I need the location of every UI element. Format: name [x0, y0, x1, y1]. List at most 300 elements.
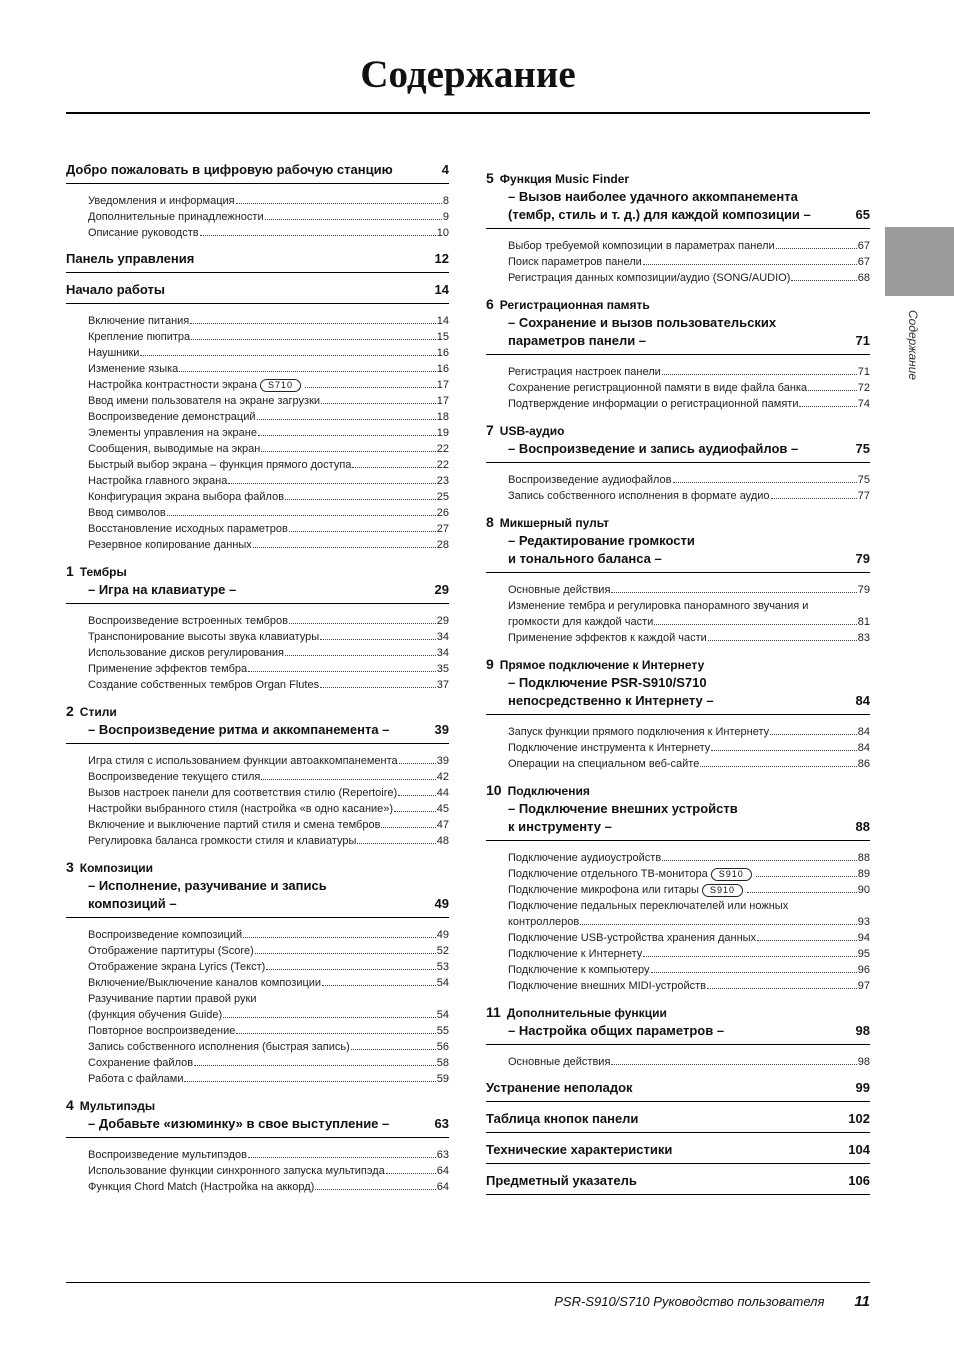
toc-chapter-11[interactable]: [486, 1004, 870, 1045]
chapter-name: Подключения: [507, 784, 590, 798]
entry-title: Включение и выключение партий стиля и смена тембров: [88, 819, 381, 831]
entry-page: 14: [436, 315, 449, 327]
footer-manual-title: PSR-S910/S710 Руководство пользователя: [554, 1294, 825, 1309]
entry-page: 19: [436, 427, 449, 439]
entry-page: 90: [857, 884, 870, 896]
entry-title: Операции на специальном веб-сайте: [508, 758, 700, 770]
dot-leader: [265, 219, 442, 220]
entry-title: Подключение к компьютеру: [508, 964, 650, 976]
chapter-page: 49: [434, 896, 449, 911]
chapter-heading: [66, 563, 449, 581]
section-page: 106: [848, 1173, 870, 1188]
toc-entry[interactable]: [88, 817, 449, 833]
toc-entry[interactable]: [508, 396, 870, 412]
chapter-page: 75: [855, 441, 870, 456]
entry-title: Запись собственного исполнения в формате аудио: [508, 490, 770, 502]
chapter-name: USB-аудио: [499, 424, 565, 438]
entry-title: Описание руководств: [88, 227, 199, 239]
toc-chapter-2[interactable]: [66, 703, 449, 744]
entry-page: 67: [857, 240, 870, 252]
entry-page: 96: [857, 964, 870, 976]
dot-leader: [662, 860, 857, 861]
chapter-heading: [66, 1097, 449, 1115]
chapter-page: 71: [855, 333, 870, 348]
entry-page: 9: [442, 211, 449, 223]
entry-title: Уведомления и информация: [88, 195, 235, 207]
dot-leader: [179, 371, 435, 372]
toc-entry-list: [486, 724, 870, 772]
dot-leader: [257, 419, 436, 420]
dot-leader: [771, 498, 857, 499]
entry-page: 59: [436, 1073, 449, 1085]
dot-leader: [747, 892, 857, 893]
entry-title: Воспроизведение демонстраций: [88, 411, 256, 423]
dot-leader: [757, 940, 857, 941]
chapter-number: 2: [66, 703, 74, 719]
toc-entry-list: [486, 1054, 870, 1070]
entry-title: Элементы управления на экране: [88, 427, 257, 439]
dot-leader: [167, 515, 436, 516]
chapter-subtitle: композиций –: [88, 896, 177, 911]
entry-page: 97: [857, 980, 870, 992]
toc-left-column: [66, 162, 449, 1205]
chapter-subtitle: и тонального баланса –: [508, 551, 662, 566]
entry-page: 35: [436, 663, 449, 675]
entry-title: Настройка контрастности экрана: [88, 379, 257, 391]
toc-entry[interactable]: [508, 930, 870, 946]
dot-leader: [255, 953, 436, 954]
entry-title: Воспроизведение мультипэдов: [88, 1149, 247, 1161]
chapter-subtitle-line: [486, 800, 870, 818]
chapter-heading: [66, 859, 449, 877]
dot-leader: [662, 374, 857, 375]
toc-entry[interactable]: [508, 488, 870, 504]
chapter-subtitle-line: [66, 581, 449, 599]
toc-entry[interactable]: [508, 270, 870, 286]
entry-title: Подключение внешних MIDI-устройств: [508, 980, 706, 992]
section-page: 104: [848, 1142, 870, 1157]
dot-leader: [223, 1017, 436, 1018]
entry-title: громкости для каждой части: [508, 616, 654, 628]
chapter-subtitle: – Добавьте «изюминку» в свое выступление –: [88, 1116, 390, 1131]
chapter-subtitle-line: [486, 550, 870, 568]
entry-title: Применение эффектов тембра: [88, 663, 248, 675]
dot-leader: [399, 763, 436, 764]
entry-page: 54: [436, 1009, 449, 1021]
chapter-subtitle-line: [486, 188, 870, 206]
entry-title: Отображение экрана Lyrics (Текст): [88, 961, 266, 973]
entry-title: Поиск параметров панели: [508, 256, 642, 268]
chapter-subtitle: – Вызов наиболее удачного аккомпанемента: [508, 189, 798, 204]
section-title: Добро пожаловать в цифровую рабочую станцию: [66, 162, 393, 177]
toc-entry[interactable]: [88, 1023, 449, 1039]
toc-entry-list: [66, 613, 449, 693]
entry-title: Выбор требуемой композиции в параметрах панели: [508, 240, 775, 252]
toc-entry[interactable]: [88, 645, 449, 661]
entry-page: 84: [857, 726, 870, 738]
dot-leader: [320, 687, 436, 688]
section-tab-label: Содержание: [906, 310, 920, 381]
dot-leader: [253, 547, 436, 548]
toc-entry[interactable]: [88, 313, 449, 329]
toc-entry[interactable]: [88, 473, 449, 489]
dot-leader: [289, 531, 436, 532]
entry-page: 34: [436, 647, 449, 659]
entry-title: Транспонирование высоты звука клавиатуры: [88, 631, 320, 643]
toc-entry[interactable]: [88, 959, 449, 975]
toc-entry[interactable]: [508, 850, 870, 866]
entry-title: Включение/Выключение каналов композиции: [88, 977, 322, 989]
dot-leader: [261, 451, 435, 452]
dot-leader: [140, 355, 435, 356]
toc-chapter-10[interactable]: [486, 782, 870, 841]
entry-title: Регистрация настроек панели: [508, 366, 661, 378]
toc-section-link[interactable]: [66, 162, 449, 184]
toc-entry[interactable]: [508, 962, 870, 978]
toc-entry-list: [66, 313, 449, 553]
entry-page: 68: [857, 272, 870, 284]
chapter-name: Дополнительные функции: [506, 1006, 667, 1020]
entry-title: Подключение педальных переключателей или ножных: [508, 900, 789, 912]
entry-page: 10: [436, 227, 449, 239]
dot-leader: [228, 483, 435, 484]
section-title: Панель управления: [66, 251, 195, 266]
toc-entry[interactable]: [508, 472, 870, 488]
entry-page: 77: [857, 490, 870, 502]
toc-chapter-4[interactable]: [66, 1097, 449, 1138]
chapter-name: Микшерный пульт: [499, 516, 609, 530]
dot-leader: [357, 843, 435, 844]
chapter-subtitle: к инструменту –: [508, 819, 612, 834]
toc-entry-list: [486, 582, 870, 646]
entry-page: 44: [436, 787, 449, 799]
dot-leader: [611, 592, 856, 593]
dot-leader: [285, 499, 436, 500]
entry-page: 23: [436, 475, 449, 487]
section-title: Предметный указатель: [486, 1173, 637, 1188]
dot-leader: [756, 876, 857, 877]
entry-title: Применение эффектов к каждой части: [508, 632, 707, 644]
entry-page: 8: [442, 195, 449, 207]
toc-entry[interactable]: [88, 1071, 449, 1087]
toc-entry[interactable]: [508, 582, 870, 598]
chapter-heading: [486, 782, 870, 800]
entry-page: 34: [436, 631, 449, 643]
toc-entry[interactable]: [88, 927, 449, 943]
toc-entry[interactable]: [88, 489, 449, 505]
toc-entry[interactable]: [88, 769, 449, 785]
toc-section-link[interactable]: [66, 282, 449, 304]
entry-page: 89: [857, 868, 870, 880]
entry-title: Запуск функции прямого подключения к Интернету: [508, 726, 770, 738]
toc-entry-list: [486, 472, 870, 504]
toc-section-link[interactable]: [486, 1111, 870, 1133]
entry-title: Использование функции синхронного запуска мультипэда: [88, 1165, 385, 1177]
entry-title: Сохранение регистрационной памяти в виде файла банка: [508, 382, 808, 394]
toc-chapter-1[interactable]: [66, 563, 449, 604]
section-title: Устранение неполадок: [486, 1080, 633, 1095]
entry-title: Крепление пюпитра: [88, 331, 191, 343]
entry-page: 64: [436, 1181, 449, 1193]
toc-entry[interactable]: [508, 914, 870, 930]
entry-title: Дополнительные принадлежности: [88, 211, 264, 223]
toc-entry[interactable]: [508, 866, 870, 882]
chapter-number: 3: [66, 859, 74, 875]
chapter-number: 7: [486, 422, 494, 438]
toc-entry[interactable]: [508, 978, 870, 994]
dot-leader: [248, 671, 436, 672]
toc-entry[interactable]: [88, 785, 449, 801]
chapter-heading: [486, 656, 870, 674]
toc-entry[interactable]: [88, 361, 449, 377]
chapter-page: 29: [434, 582, 449, 597]
entry-page: 75: [857, 474, 870, 486]
toc-entry[interactable]: [508, 724, 870, 740]
entry-page: 39: [436, 755, 449, 767]
toc-entry[interactable]: [88, 801, 449, 817]
toc-chapter-8[interactable]: [486, 514, 870, 573]
toc-entry[interactable]: [88, 345, 449, 361]
entry-page: 54: [436, 977, 449, 989]
toc-entry[interactable]: [508, 740, 870, 756]
entry-page: 42: [436, 771, 449, 783]
chapter-page: 98: [855, 1023, 870, 1038]
entry-page: 79: [857, 584, 870, 596]
toc-entry-list: [486, 850, 870, 994]
toc-chapter-6[interactable]: [486, 296, 870, 355]
toc-entry[interactable]: [88, 393, 449, 409]
chapter-name: Прямое подключение к Интернету: [499, 658, 705, 672]
toc-entry[interactable]: [88, 225, 449, 241]
entry-title: Изменение тембра и регулировка панорамного звучания и: [508, 600, 809, 612]
toc-section-link[interactable]: [486, 1173, 870, 1195]
toc-entry-list: [66, 1147, 449, 1195]
chapter-subtitle: – Настройка общих параметров –: [508, 1023, 725, 1038]
toc-entry[interactable]: [508, 364, 870, 380]
toc-entry[interactable]: [508, 614, 870, 630]
entry-title: Изменение языка: [88, 363, 179, 375]
model-badge: S910: [711, 868, 752, 881]
chapter-subtitle: (тембр, стиль и т. д.) для каждой композиции –: [508, 207, 811, 222]
toc-entry[interactable]: [88, 1179, 449, 1195]
toc-entry[interactable]: [88, 457, 449, 473]
chapter-number: 10: [486, 782, 502, 798]
dot-leader: [305, 387, 436, 388]
toc-entry[interactable]: [88, 425, 449, 441]
toc-entry[interactable]: [88, 1007, 449, 1023]
toc-entry[interactable]: [88, 629, 449, 645]
toc-entry[interactable]: [88, 521, 449, 537]
dot-leader: [381, 827, 435, 828]
entry-title: Основные действия: [508, 584, 611, 596]
dot-leader: [707, 988, 857, 989]
toc-entry[interactable]: [88, 1039, 449, 1055]
title-rule: [66, 112, 870, 114]
entry-title: (функция обучения Guide): [88, 1009, 223, 1021]
section-title: Технические характеристики: [486, 1142, 673, 1157]
dot-leader: [352, 467, 435, 468]
dot-leader: [351, 1049, 436, 1050]
toc-chapter-5[interactable]: [486, 170, 870, 229]
entry-page: 45: [436, 803, 449, 815]
toc-entry[interactable]: [88, 661, 449, 677]
toc-entry[interactable]: [88, 441, 449, 457]
toc-entry[interactable]: [88, 193, 449, 209]
section-page: 12: [434, 251, 449, 266]
dot-leader: [266, 969, 435, 970]
toc-entry[interactable]: [88, 409, 449, 425]
entry-title: Подключение USB-устройства хранения данных: [508, 932, 757, 944]
entry-page: 93: [857, 916, 870, 928]
section-tab: [885, 227, 954, 296]
toc-entry[interactable]: [88, 209, 449, 225]
toc-entry[interactable]: [88, 753, 449, 769]
chapter-number: 1: [66, 563, 74, 579]
entry-page: 64: [436, 1165, 449, 1177]
chapter-subtitle-line: [486, 314, 870, 332]
toc-entry[interactable]: [88, 1163, 449, 1179]
toc-entry-list: [66, 193, 449, 241]
toc-entry[interactable]: [88, 975, 449, 991]
entry-title: Воспроизведение композиций: [88, 929, 243, 941]
entry-title: Функция Chord Match (Настройка на аккорд): [88, 1181, 315, 1193]
dot-leader: [700, 766, 856, 767]
entry-title: Настройка главного экрана: [88, 475, 228, 487]
entry-title: Основные действия: [508, 1056, 611, 1068]
dot-leader: [580, 924, 857, 925]
entry-title: Регистрация данных композиции/аудио (SONG/AUDIO): [508, 272, 791, 284]
toc-section-link[interactable]: [66, 251, 449, 273]
chapter-subtitle-line: [486, 332, 870, 350]
chapter-number: 6: [486, 296, 494, 312]
chapter-subtitle-line: [486, 206, 870, 224]
dot-leader: [643, 264, 857, 265]
toc-entry[interactable]: [508, 1054, 870, 1070]
chapter-subtitle-line: [486, 440, 870, 458]
toc-entry[interactable]: [88, 377, 449, 393]
entry-page: 29: [436, 615, 449, 627]
entry-page: 49: [436, 929, 449, 941]
dot-leader: [322, 985, 436, 986]
entry-title: Подключение аудиоустройств: [508, 852, 662, 864]
dot-leader: [184, 1081, 435, 1082]
entry-page: 16: [436, 347, 449, 359]
entry-page: 55: [436, 1025, 449, 1037]
entry-page: 95: [857, 948, 870, 960]
toc-section-link[interactable]: [486, 1142, 870, 1164]
entry-title: Запись собственного исполнения (быстрая запись): [88, 1041, 350, 1053]
entry-title: Включение питания: [88, 315, 190, 327]
dot-leader: [611, 1064, 856, 1065]
toc-entry[interactable]: [508, 598, 870, 614]
dot-leader: [191, 339, 436, 340]
toc-entry[interactable]: [508, 380, 870, 396]
toc-entry[interactable]: [88, 943, 449, 959]
chapter-heading: [486, 296, 870, 314]
entry-page: 25: [436, 491, 449, 503]
chapter-name: Стили: [79, 705, 117, 719]
entry-title: Регулировка баланса громкости стиля и клавиатуры: [88, 835, 357, 847]
entry-page: 17: [436, 379, 449, 391]
toc-entry[interactable]: [88, 677, 449, 693]
toc-entry[interactable]: [508, 946, 870, 962]
chapter-subtitle-line: [66, 895, 449, 913]
dot-leader: [289, 623, 436, 624]
toc-entry[interactable]: [508, 238, 870, 254]
dot-leader: [776, 248, 857, 249]
toc-section-link[interactable]: [486, 1080, 870, 1102]
toc-entry[interactable]: [508, 254, 870, 270]
entry-page: 88: [857, 852, 870, 864]
entry-page: 63: [436, 1149, 449, 1161]
toc-entry[interactable]: [88, 613, 449, 629]
dot-leader: [200, 235, 436, 236]
entry-title: Сохранение файлов: [88, 1057, 194, 1069]
chapter-heading: [486, 1004, 870, 1022]
dot-leader: [190, 323, 435, 324]
dot-leader: [808, 390, 857, 391]
toc-entry[interactable]: [508, 882, 870, 898]
toc-entry-list: [66, 753, 449, 849]
chapter-number: 8: [486, 514, 494, 530]
dot-leader: [398, 795, 436, 796]
entry-page: 22: [436, 459, 449, 471]
section-page: 14: [434, 282, 449, 297]
dot-leader: [651, 972, 857, 973]
toc-entry[interactable]: [88, 537, 449, 553]
toc-entry-list: [66, 927, 449, 1087]
toc-entry[interactable]: [88, 1055, 449, 1071]
entry-title: Воспроизведение текущего стиля: [88, 771, 261, 783]
toc-entry[interactable]: [88, 329, 449, 345]
entry-page: 86: [857, 758, 870, 770]
entry-page: 94: [857, 932, 870, 944]
entry-title: Работа с файлами: [88, 1073, 184, 1085]
chapter-page: 63: [434, 1116, 449, 1131]
section-title: Начало работы: [66, 282, 165, 297]
toc-entry[interactable]: [88, 833, 449, 849]
chapter-name: Тембры: [79, 565, 127, 579]
chapter-subtitle: – Редактирование громкости: [508, 533, 695, 548]
chapter-heading: [486, 422, 870, 440]
entry-title: Повторное воспроизведение: [88, 1025, 236, 1037]
toc-entry[interactable]: [88, 505, 449, 521]
entry-title: Подключение отдельного ТВ-монитора: [508, 868, 708, 880]
toc-entry[interactable]: [88, 1147, 449, 1163]
toc-entry[interactable]: [508, 756, 870, 772]
entry-title: Конфигурация экрана выбора файлов: [88, 491, 285, 503]
toc-entry[interactable]: [508, 898, 870, 914]
entry-page: 84: [857, 742, 870, 754]
toc-chapter-7[interactable]: [486, 422, 870, 463]
chapter-number: 4: [66, 1097, 74, 1113]
toc-chapter-3[interactable]: [66, 859, 449, 918]
entry-page: 15: [436, 331, 449, 343]
toc-entry[interactable]: [88, 991, 449, 1007]
chapter-subtitle: – Воспроизведение ритма и аккомпанемента –: [88, 722, 390, 737]
toc-entry[interactable]: [508, 630, 870, 646]
chapter-subtitle-line: [486, 674, 870, 692]
chapter-page: 88: [855, 819, 870, 834]
dot-leader: [673, 482, 857, 483]
entry-page: 16: [436, 363, 449, 375]
dot-leader: [711, 750, 856, 751]
entry-page: 26: [436, 507, 449, 519]
toc-chapter-9[interactable]: [486, 656, 870, 715]
entry-page: 22: [436, 443, 449, 455]
chapter-subtitle-line: [66, 877, 449, 895]
entry-page: 98: [857, 1056, 870, 1068]
